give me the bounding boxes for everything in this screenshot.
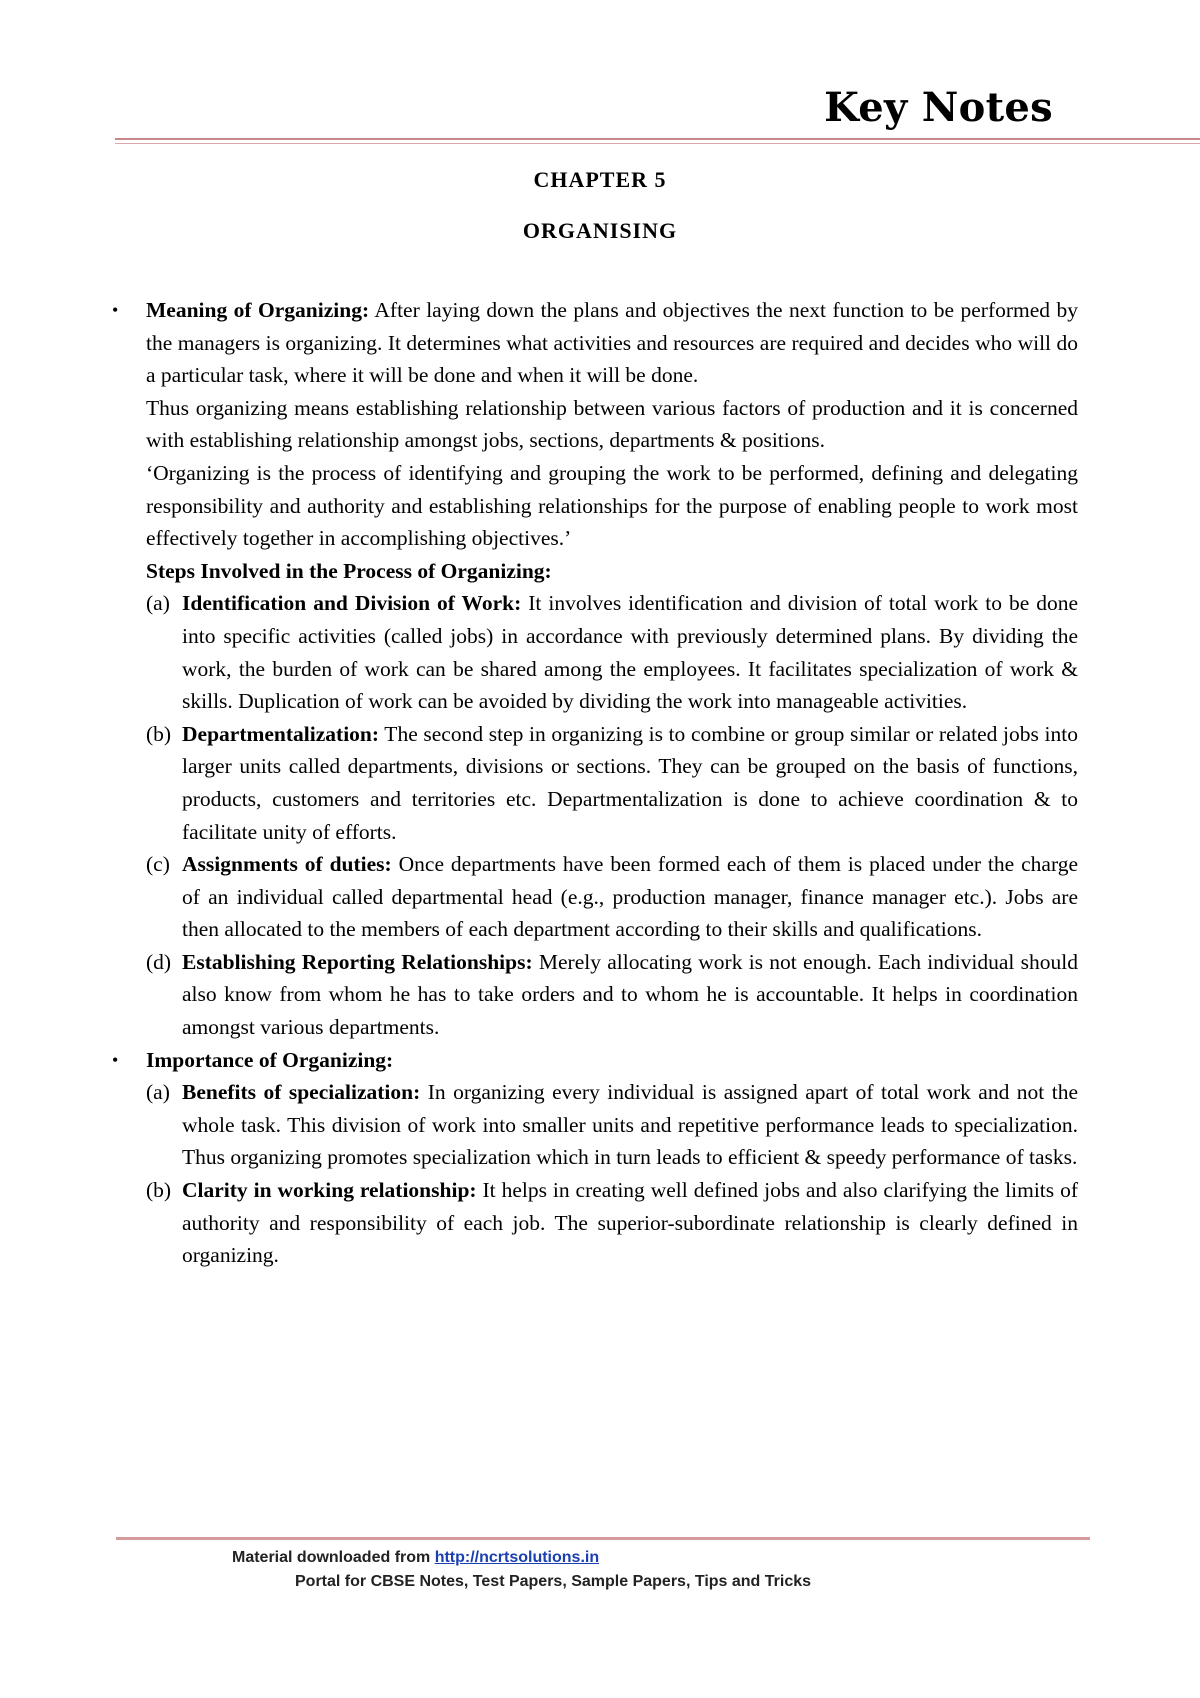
main-content: [112, 294, 1078, 1272]
step-text: The second step in organizing is to combine or group similar or related jobs into larger units called departments, divisions or sections. They can be grouped on the basis of functions, products, customers and territories etc. Departmentalization is done to achieve coordination & to facilitate unity of efforts.: [182, 721, 1078, 844]
step-item: [146, 718, 1078, 848]
meaning-heading: Meaning of Organizing:: [146, 298, 370, 322]
step-label: (a): [146, 591, 170, 616]
step-item: [146, 946, 1078, 1044]
importance-heading: Importance of Organizing:: [146, 1047, 394, 1072]
definition-quote: ‘Organizing is the process of identifying and grouping the work to be performed, defining and delegating responsibility and authority and establishing relationships for the purpose of enabling people to work most effectively together in accomplishing objectives.’: [146, 460, 1078, 551]
chapter-title: ORGANISING: [522, 218, 678, 243]
footer-tagline: Portal for CBSE Notes, Test Papers, Sample Papers, Tips and Tricks: [295, 1573, 812, 1590]
importance-item: [146, 1076, 1078, 1174]
footer-link[interactable]: http://ncrtsolutions.in: [434, 1549, 600, 1566]
meaning-text: After laying down the plans and objectives the next function to be performed by the managers is organizing. It determines what activities and resources are required and decides who will do a particular task, where it will be done and when it will be done.: [146, 298, 1078, 388]
step-text: Merely allocating work is not enough. Each individual should also know from whom he has to take orders and to whom he is accountable. It helps in coordination amongst various departments.: [182, 949, 1078, 1040]
meaning-paragraph-2: Thus organizing means establishing relationship between various factors of production and it is concerned with establishing relationship amongst jobs, sections, departments & positions.: [146, 395, 1078, 453]
importance-label: (b): [146, 1178, 172, 1203]
bullet-icon: •: [112, 1049, 119, 1070]
step-item: [146, 587, 1078, 717]
step-label: (b): [146, 721, 172, 746]
step-item: [146, 848, 1078, 946]
footer-prefix: Material downloaded from: [232, 1549, 435, 1566]
step-heading: Establishing Reporting Relationships:: [182, 949, 533, 974]
step-label: (d): [146, 949, 172, 974]
step-label: (c): [146, 852, 170, 877]
step-text: Once departments have been formed each of them is placed under the charge of an individual called departmental head (e.g., production manager, finance manager etc.). Jobs are then allocated to the members of each department according to their skills and qualifications.: [182, 852, 1079, 942]
bullet-icon: •: [112, 300, 119, 320]
header-rule: [115, 138, 1200, 140]
footer-source: [232, 1549, 599, 1567]
meaning-paragraph: [146, 294, 1078, 392]
step-text: It involves identification and division of total work to be done into specific activities (called jobs) in accordance with previously determined plans. By dividing the work, the burden of work can be shared among the employees. It facilitates specialization of work & skills. Duplication of work can be avoided by dividing the work into manageable activities.: [182, 591, 1078, 714]
step-heading: Identification and Division of Work:: [182, 591, 522, 616]
meaning-section: [112, 294, 1078, 1044]
step-heading: Assignments of duties:: [182, 852, 392, 877]
importance-item-heading: Clarity in working relationship:: [182, 1178, 477, 1203]
importance-label: (a): [146, 1080, 170, 1105]
importance-item-text: In organizing every individual is assigned apart of total work and not the whole task. This division of work into smaller units and repetitive performance leads to specialization. Thus organizing promotes specialization which in turn leads to efficient & speedy performance of tasks.: [182, 1080, 1079, 1170]
step-heading: Departmentalization:: [182, 721, 380, 746]
chapter-number: CHAPTER 5: [533, 167, 667, 192]
importance-item-heading: Benefits of specialization:: [182, 1080, 421, 1105]
header-rule-thin: [115, 143, 1200, 144]
steps-heading: Steps Involved in the Process of Organizing:: [146, 558, 552, 583]
importance-section: [112, 1044, 1078, 1272]
header-title: Key Notes: [824, 84, 1053, 131]
footer-rule: [116, 1537, 1090, 1540]
importance-item-text: It helps in creating well defined jobs and also clarifying the limits of authority and responsibility of each job. The superior-subordinate relationship is clearly defined in organizing.: [182, 1178, 1078, 1268]
importance-item: [146, 1174, 1078, 1272]
